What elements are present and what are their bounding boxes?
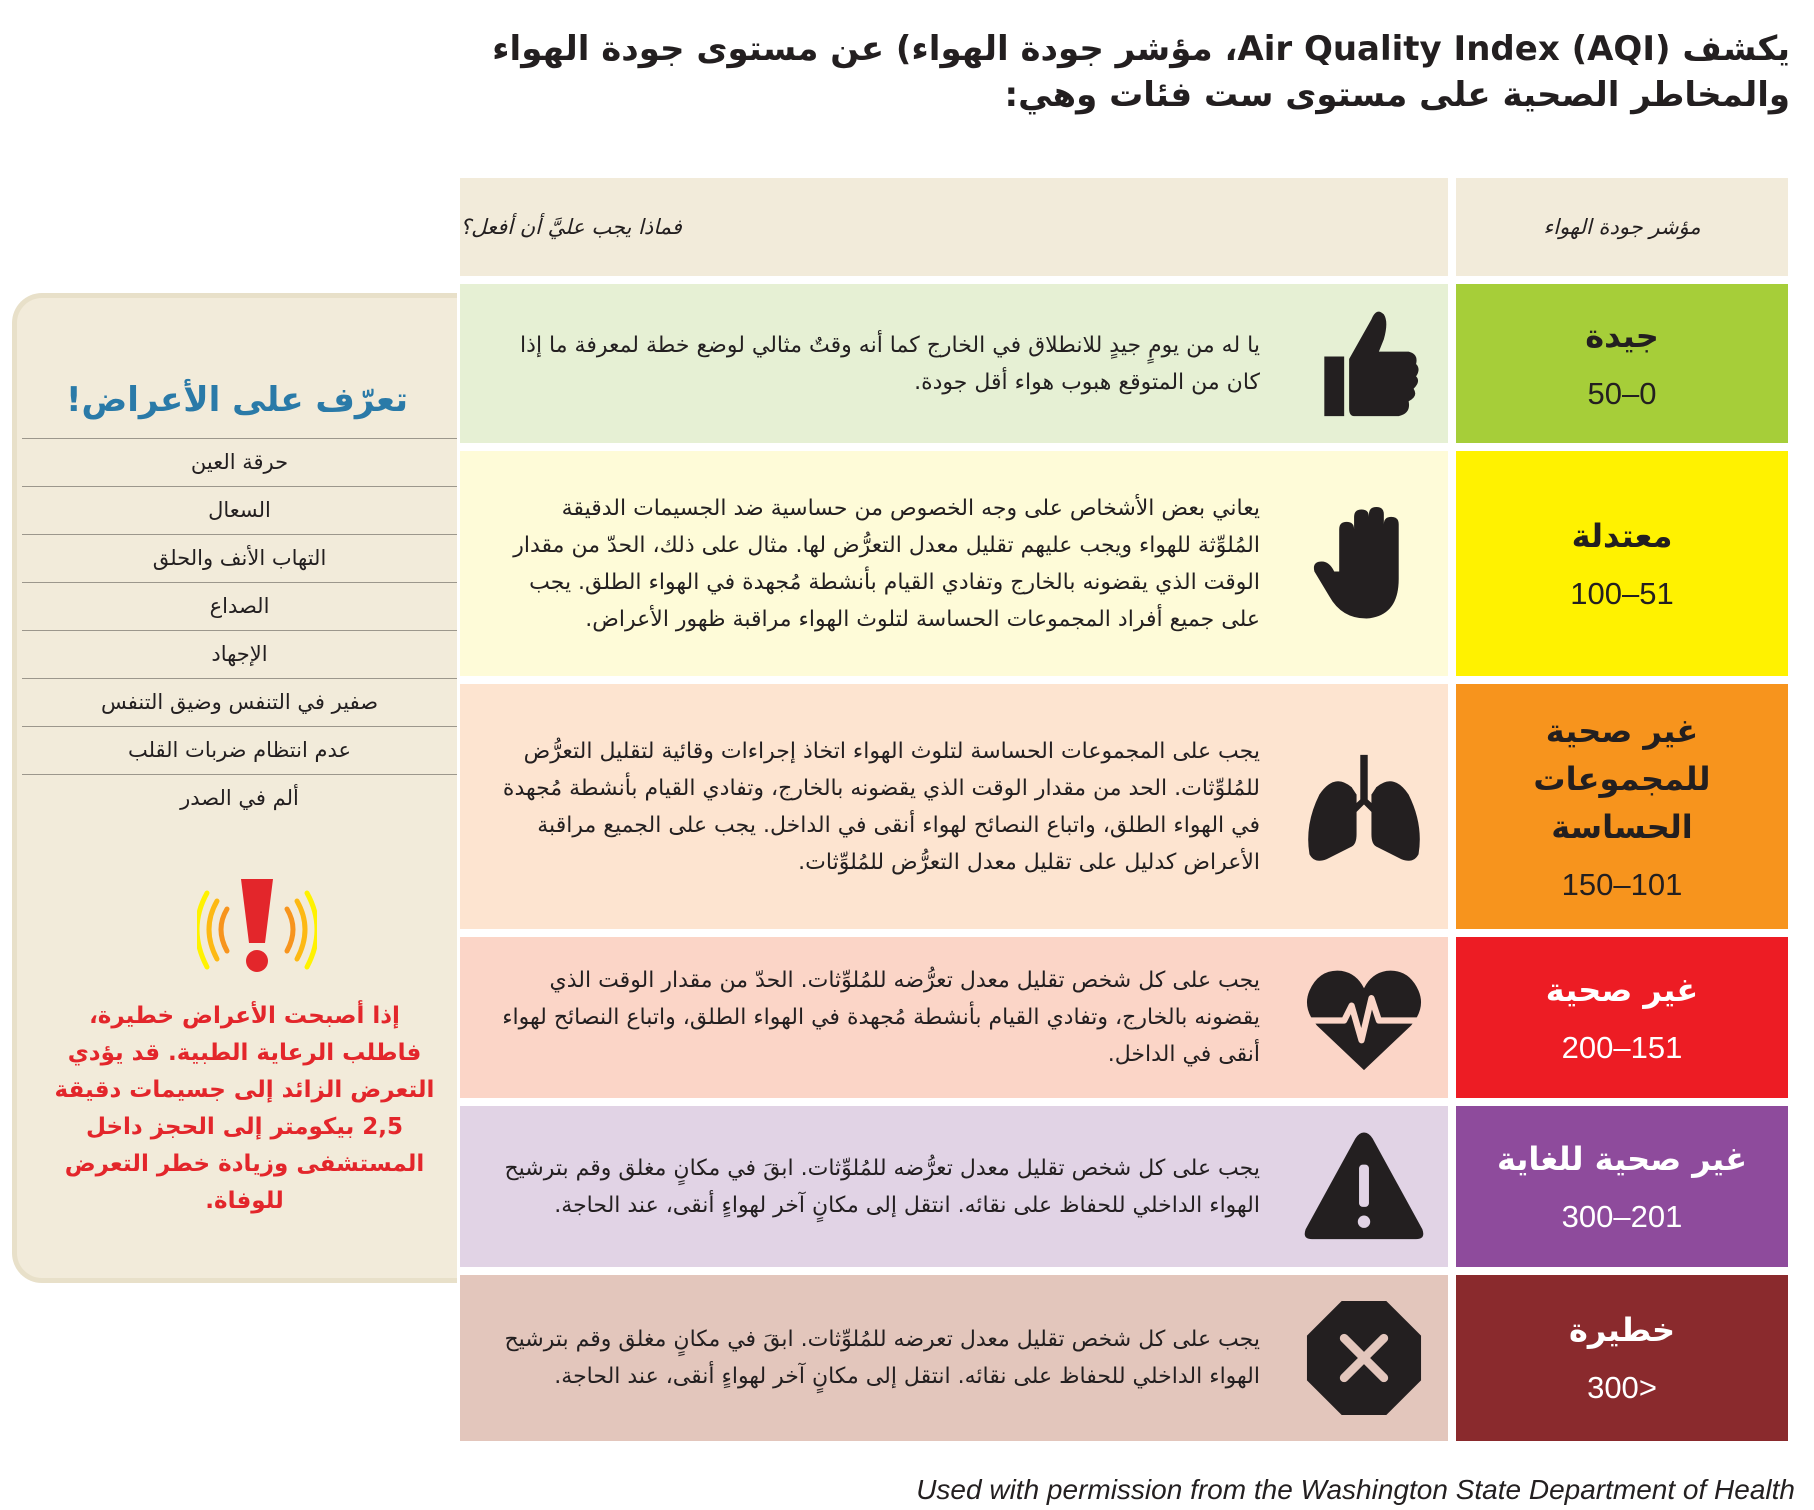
row-body (460, 1275, 1448, 1441)
category-name: غير صحية (1545, 970, 1699, 1009)
symptoms-list (22, 438, 457, 822)
category-name: خطيرة (1568, 1311, 1676, 1349)
row-advice: يا له من يومٍ جيدٍ للانطلاق في الخارج كما أنه وقتٌ مثالي لوضع خطة لمعرفة ما إذا كان من المتوقع هبوب هواء أقل جودة. (520, 332, 1260, 395)
row-advice: يجب على كل شخص تقليل معدل تعرُّضه للمُلوِّثات. الحدّ من مقدار الوقت الذي يقضونه بالخارج، وتفادي القيام بأنشطة مُجهدة في الهواء الطلق، واتباع النصائح لهواء أنقى في الداخل. (502, 968, 1260, 1067)
thumbs-up-icon (1302, 302, 1426, 426)
row-category (1456, 684, 1788, 929)
category-range: 151–200 (1561, 1029, 1683, 1065)
credit-line: Used with permission from the Washington State Department of Health (916, 1474, 1795, 1505)
row-body (460, 937, 1448, 1098)
header-aqi: مؤشر جودة الهواء (1456, 178, 1788, 276)
category-name: معتدلة (1571, 516, 1673, 555)
symptom-item: الصداع (22, 582, 457, 630)
row-category (1456, 451, 1788, 676)
row-advice: يجب على كل شخص تقليل معدل تعرُّضه للمُلوِّثات. ابقَ في مكانٍ مغلق وقم بترشيح الهواء الداخلي للحفاظ على نقائه. انتقل إلى مكانٍ آخر لهواءٍ أنقى، عند الحاجة. (504, 1155, 1260, 1218)
row-category (1456, 937, 1788, 1098)
row-category (1456, 1275, 1788, 1441)
row-body (460, 284, 1448, 443)
category-name: غير صحية للمجموعات الحساسة (1533, 711, 1711, 846)
heartbeat-icon (1302, 956, 1426, 1080)
intro-heading: يكشف Air Quality Index (AQI)، مؤشر جودة الهواء) عن مستوى جودة الهواء والمخاطر الصحية على مستوى ست فئات وهي: (492, 29, 1790, 115)
symptom-item: ألم في الصدر (22, 774, 457, 822)
symptoms-title: تعرّف على الأعراض! (65, 380, 409, 420)
row-advice: يجب على كل شخص تقليل معدل تعرضه للمُلوِّثات. ابقَ في مكانٍ مغلق وقم بترشيح الهواء الداخلي للحفاظ على نقائه. انتقل إلى مكانٍ آخر لهواءٍ أنقى، عند الحاجة. (504, 1327, 1260, 1389)
category-range: 0–50 (1587, 375, 1657, 411)
row-body (460, 1106, 1448, 1267)
row-body (460, 451, 1448, 676)
category-name: جيدة (1585, 316, 1659, 355)
symptom-item: الإجهاد (22, 630, 457, 678)
row-advice: يعاني بعض الأشخاص على وجه الخصوص من حساسية ضد الجسيمات الدقيقة المُلوِّثة للهواء ويجب عليهم تقليل معدل التعرُّض لها. مثال على ذلك، الحدّ من مقدار الوقت الذي يقضونه بالخارج وتفادي القيام بأنشطة مُجهدة في الهواء الطلق. يجب على جميع أفراد المجموعات الحساسة لتلوث الهواء مراقبة ظهور الأعراض. (513, 495, 1260, 632)
alert-exclamation-icon (197, 873, 317, 983)
row-body (460, 684, 1448, 929)
warning-triangle-icon (1302, 1125, 1426, 1249)
category-range: 51–100 (1570, 575, 1674, 611)
category-name: غير صحية للغاية (1496, 1139, 1748, 1178)
row-category (1456, 284, 1788, 443)
header-action: فماذا يجب عليَّ أن أفعل؟ (460, 178, 1448, 276)
row-category (1456, 1106, 1788, 1267)
row-advice: يجب على المجموعات الحساسة لتلوث الهواء اتخاذ إجراءات وقائية لتقليل التعرُّض للمُلوِّثات. الحد من مقدار الوقت الذي يقضونه بالخارج، وتفادي القيام بأنشطة مُجهدة في الهواء الطلق، واتباع النصائح لهواء أنقى في الداخل. يجب على الجميع مراقبة الأعراض كدليل على تقليل معدل التعرُّض للمُلوِّثات. (502, 738, 1260, 875)
symptom-item: عدم انتظام ضربات القلب (22, 726, 457, 774)
category-range: <300 (1587, 1370, 1657, 1405)
stop-hand-icon (1302, 502, 1426, 626)
category-range: 201–300 (1561, 1198, 1683, 1234)
lungs-icon (1302, 745, 1426, 869)
symptom-item: صفير في التنفس وضيق التنفس (22, 678, 457, 726)
stop-x-icon (1302, 1296, 1426, 1420)
symptom-item: السعال (22, 486, 457, 534)
symptoms-panel (12, 293, 457, 1283)
symptom-item: حرقة العين (22, 438, 457, 486)
symptom-item: التهاب الأنف والحلق (22, 534, 457, 582)
warning-text: إذا أصبحت الأعراض خطيرة، فاطلب الرعاية الطبية. قد يؤدي التعرض الزائد إلى جسيمات دقيقة 2,5 بيكومتر إلى الحجز داخل المستشفى وزيادة خطر التعرض للوفاة. (54, 1003, 435, 1214)
category-range: 101–150 (1561, 866, 1683, 902)
